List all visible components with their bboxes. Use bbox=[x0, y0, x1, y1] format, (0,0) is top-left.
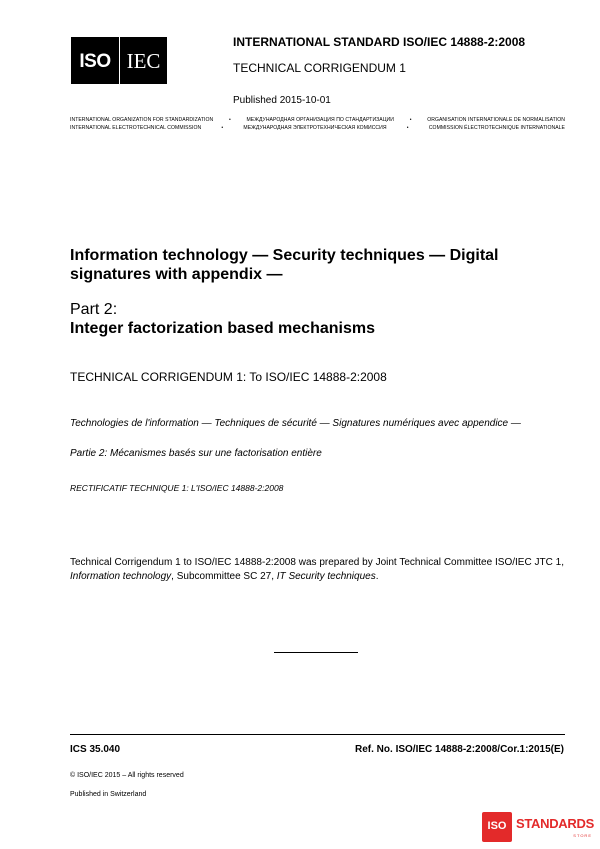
organization-line-1 bbox=[70, 117, 565, 123]
organization-line-2 bbox=[70, 125, 565, 131]
body-text-3: . bbox=[375, 571, 379, 582]
org-iec-en: INTERNATIONAL ELECTROTECHNICAL COMMISSION bbox=[70, 125, 202, 131]
french-rectificatif: RECTIFICATIF TECHNIQUE 1: L'ISO/IEC 14888-2:2008 bbox=[70, 483, 284, 493]
section-divider bbox=[274, 652, 358, 653]
footer-rule bbox=[70, 734, 565, 735]
iso-iec-logo bbox=[71, 37, 167, 84]
copyright-notice: © ISO/IEC 2015 – All rights reserved bbox=[70, 772, 184, 779]
body-text-committee: Information technology bbox=[70, 571, 172, 582]
body-text-2: , Subcommittee SC 27, bbox=[171, 571, 277, 582]
org-iso-ru: МЕЖДУНАРОДНАЯ ОРГАНИЗАЦИЯ ПО СТАНДАРТИЗАЦИИ bbox=[246, 117, 394, 123]
corrigendum-label: TECHNICAL CORRIGENDUM 1 bbox=[233, 61, 406, 75]
iso-standards-store-badge bbox=[482, 812, 594, 842]
body-text-subcommittee: IT Security techniques bbox=[276, 571, 376, 582]
iso-logo-text: ISO bbox=[79, 51, 111, 72]
published-date: Published 2015-10-01 bbox=[233, 95, 331, 106]
reference-number: Ref. No. ISO/IEC 14888-2:2008/Cor.1:2015(E) bbox=[355, 744, 564, 755]
org-iso-en: INTERNATIONAL ORGANIZATION FOR STANDARDIZATION bbox=[70, 117, 214, 123]
org-iec-fr: COMMISSION ÉLECTROTECHNIQUE INTERNATIONALE bbox=[428, 125, 565, 131]
corrigendum-reference: TECHNICAL CORRIGENDUM 1: To ISO/IEC 14888-2:2008 bbox=[70, 370, 387, 384]
iec-logo-text: IEC bbox=[126, 49, 161, 73]
part-title: Integer factorization based mechanisms bbox=[70, 320, 375, 337]
org-iec-ru: МЕЖДУНАРОДНАЯ ЭЛЕКТРОТЕХНИЧЕСКАЯ КОМИССИЯ bbox=[243, 125, 387, 131]
org-bullet: • bbox=[409, 117, 412, 123]
french-part-title: Partie 2: Mécanismes basés sur une factorisation entière bbox=[70, 448, 322, 459]
badge-store-text: STORE bbox=[573, 833, 592, 838]
iso-logo-box bbox=[71, 37, 119, 84]
body-paragraph bbox=[70, 556, 564, 584]
org-iso-fr: ORGANISATION INTERNATIONALE DE NORMALISATION bbox=[427, 117, 565, 123]
part-label: Part 2: bbox=[70, 301, 118, 318]
standard-title: INTERNATIONAL STANDARD ISO/IEC 14888-2:2008 bbox=[233, 35, 526, 49]
ics-code: ICS 35.040 bbox=[70, 744, 121, 755]
published-location: Published in Switzerland bbox=[70, 791, 147, 798]
badge-iso-text: ISO bbox=[487, 820, 507, 832]
french-title: Technologies de l'information — Techniques de sécurité — Signatures numériques avec appendice — bbox=[70, 418, 521, 429]
org-bullet: • bbox=[221, 125, 224, 131]
badge-standards-text: STANDARDS bbox=[516, 816, 594, 831]
body-text-1: Technical Corrigendum 1 to ISO/IEC 14888-2:2008 was prepared by Joint Technical Committee ISO/IEC JTC 1, bbox=[70, 557, 564, 568]
iec-logo-box bbox=[120, 37, 167, 84]
document-title: Information technology — Security techniques — Digital signatures with appendix — bbox=[70, 247, 499, 283]
org-bullet: • bbox=[406, 125, 409, 131]
org-bullet: • bbox=[228, 117, 231, 123]
badge-iso-box bbox=[482, 812, 512, 842]
